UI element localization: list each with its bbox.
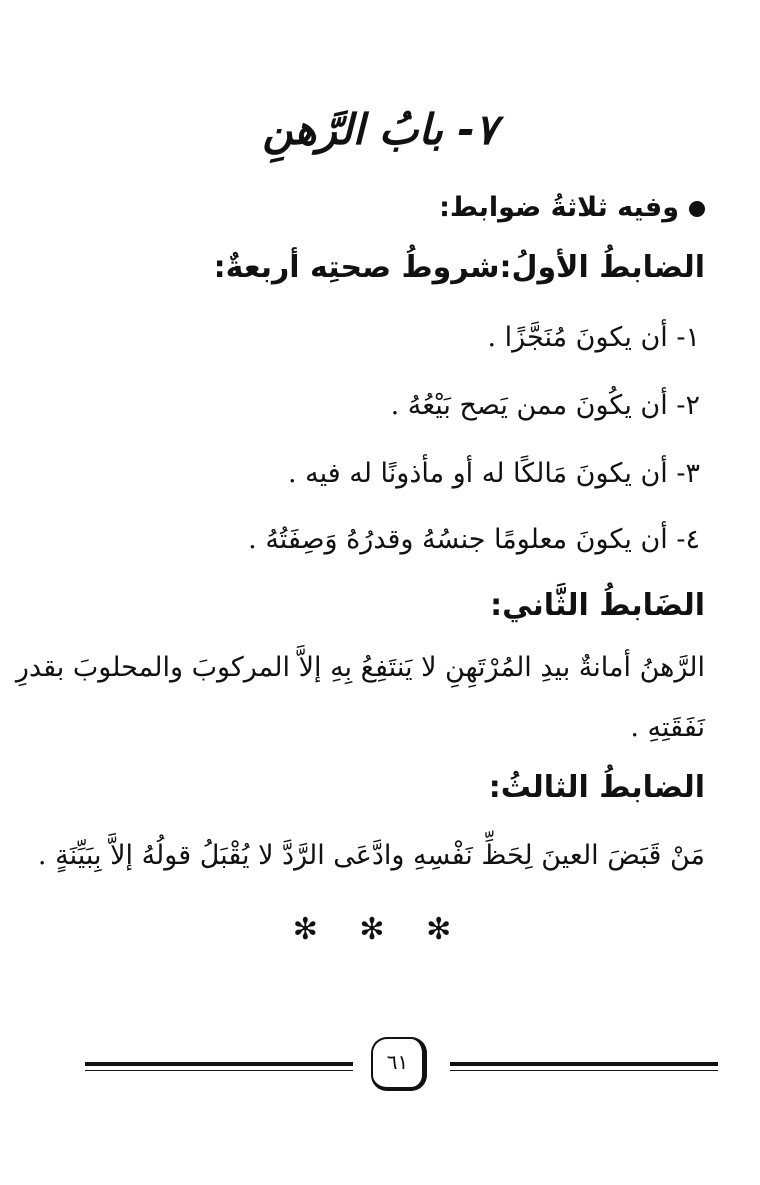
section-separator: ✻ ✻ ✻ [292, 912, 468, 947]
rule-one-item-2: ٢- أن يكُونَ ممن يَصح بَيْعُهُ . [390, 390, 700, 421]
intro-text: وفيه ثلاثةُ ضوابط: [439, 192, 679, 223]
rule-two-text-line1: الرَّهنُ أمانةٌ بيدِ المُرْتَهِنِ لا يَنتَفِعُ بِهِ إلاَّ المركوبَ والمحلوبَ بقدرِ [15, 652, 705, 683]
rule-two-heading: الضَابطُ الثَّاني: [490, 588, 705, 623]
rule-three-heading: الضابطُ الثالثُ: [488, 770, 705, 805]
rule-one-heading: الضابطُ الأولُ:شروطُ صحتِه أربعةٌ: [213, 250, 705, 285]
intro-line [60, 192, 705, 223]
page-number: ٦١ [371, 1037, 427, 1091]
chapter-title: ٧- بابُ الرَّهنِ [262, 105, 498, 154]
rule-three-text: مَنْ قَبَضَ العينَ لِحَظِّ نَفْسِهِ وادَّعَى الرَّدَّ لا يُقْبَلُ قولُهُ إلاَّ بِبَيِّنَةٍ . [37, 840, 705, 871]
rule-one-item-4: ٤- أن يكونَ معلومًا جنسُهُ وقدرُهُ وَصِفَتُهُ . [248, 524, 700, 555]
rule-two-text-line2: نَفَقَتِهِ . [630, 712, 705, 743]
rule-one-item-3: ٣- أن يكونَ مَالكًا له أو مأذونًا له فيه . [287, 458, 700, 489]
bullet-icon [689, 201, 705, 217]
rule-one-item-1: ١- أن يكونَ مُنَجَّزًا . [487, 322, 700, 353]
